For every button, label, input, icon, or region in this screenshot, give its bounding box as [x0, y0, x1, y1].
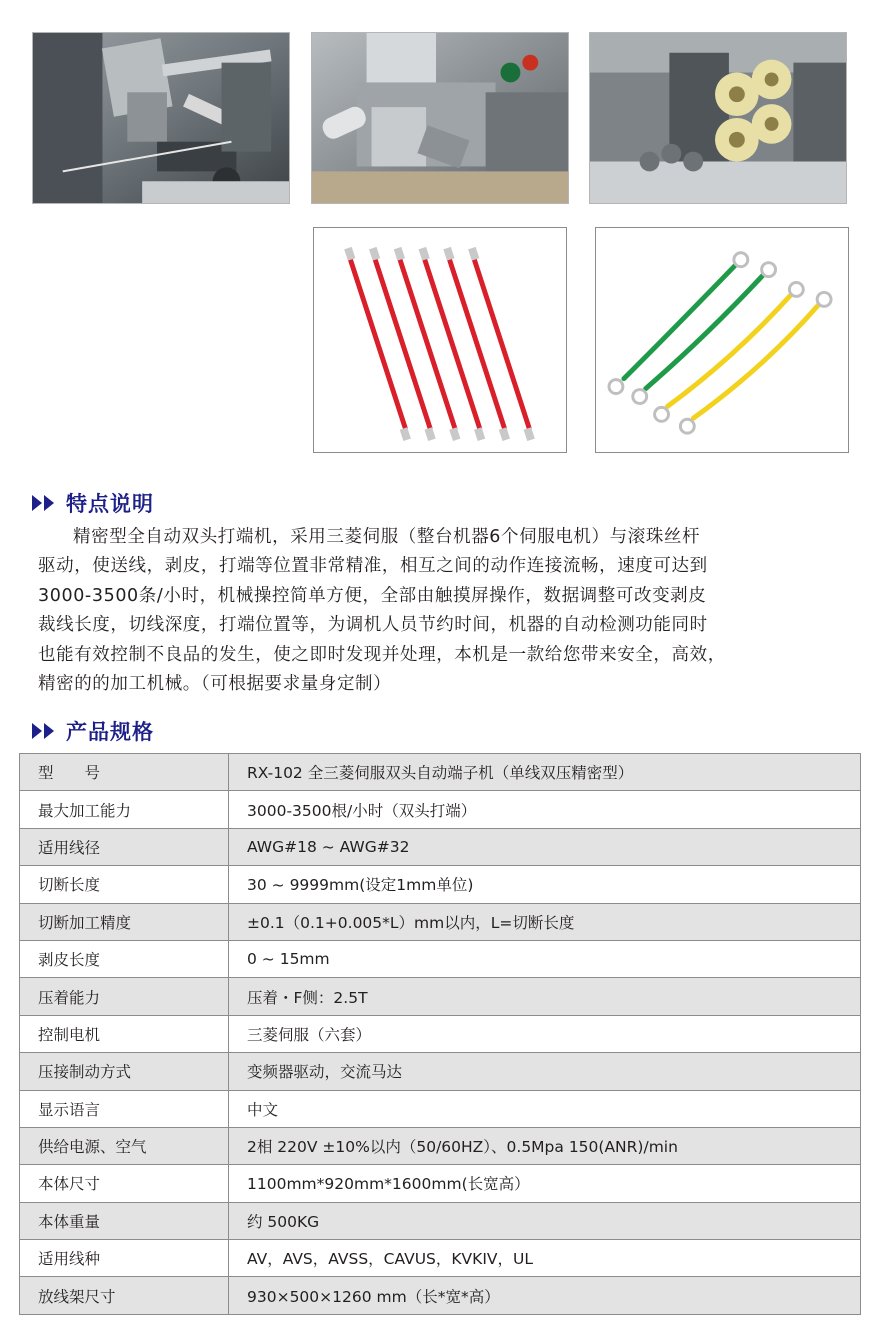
specs-table	[19, 753, 861, 1315]
features-description	[38, 523, 858, 699]
double-arrow-icon	[32, 723, 56, 739]
desc-line: 裁线长度，切线深度，打端位置等，为调机人员节约时间，机器的自动检测功能同时	[38, 615, 708, 636]
spec-value: 0 ~ 15mm	[229, 940, 861, 977]
spec-label: 切断长度	[20, 866, 229, 903]
spec-label: 压接制动方式	[20, 1053, 229, 1090]
table-row	[20, 903, 861, 940]
spec-label: 剥皮长度	[20, 940, 229, 977]
desc-line: 也能有效控制不良品的发生，使之即时发现并处理，本机是一款给您带来安全，高效，	[38, 644, 726, 665]
specs-title: 产品规格	[66, 720, 154, 744]
spec-label: 适用线径	[20, 828, 229, 865]
table-row	[20, 978, 861, 1015]
spec-value: 中文	[229, 1090, 861, 1127]
spec-label: 本体重量	[20, 1202, 229, 1239]
machine-feed-rollers-photo	[589, 32, 847, 204]
table-row	[20, 1090, 861, 1127]
table-row	[20, 828, 861, 865]
features-heading	[32, 488, 154, 518]
spec-value: 约 500KG	[229, 1202, 861, 1239]
spec-label: 切断加工精度	[20, 903, 229, 940]
spec-value: 压着・F侧：2.5T	[229, 978, 861, 1015]
spec-label: 控制电机	[20, 1015, 229, 1052]
spec-value: 2相 220V ±10%以内（50/60HZ）、0.5Mpa 150(ANR)/min	[229, 1127, 861, 1164]
spec-value: 3000-3500根/小时（双头打端）	[229, 791, 861, 828]
spec-value: 30 ~ 9999mm(设定1mm单位)	[229, 866, 861, 903]
spec-value: ±0.1（0.1+0.005*L）mm以内，L=切断长度	[229, 903, 861, 940]
spec-value: AV，AVS，AVSS，CAVUS，KVKIV，UL	[229, 1240, 861, 1277]
spec-value: 930×500×1260 mm（长*宽*高）	[229, 1277, 861, 1314]
table-row	[20, 866, 861, 903]
table-row	[20, 1277, 861, 1314]
table-row	[20, 754, 861, 791]
spec-value: RX-102 全三菱伺服双头自动端子机（单线双压精密型）	[229, 754, 861, 791]
spec-label: 压着能力	[20, 978, 229, 1015]
desc-line: 精密的的加工机械。（可根据要求量身定制）	[38, 674, 392, 695]
spec-label: 最大加工能力	[20, 791, 229, 828]
machine-clamp-photo	[32, 32, 290, 204]
spec-label: 适用线种	[20, 1240, 229, 1277]
table-row	[20, 1165, 861, 1202]
features-title: 特点说明	[66, 492, 154, 516]
table-row	[20, 791, 861, 828]
spec-value: 三菱伺服（六套）	[229, 1015, 861, 1052]
spec-label: 本体尺寸	[20, 1165, 229, 1202]
specs-heading	[32, 716, 154, 746]
spec-label: 供给电源、空气	[20, 1127, 229, 1164]
table-row	[20, 1053, 861, 1090]
table-row	[20, 940, 861, 977]
spec-value: 1100mm*920mm*1600mm(长宽高）	[229, 1165, 861, 1202]
table-row	[20, 1127, 861, 1164]
double-arrow-icon	[32, 495, 56, 511]
ground-wire-samples-photo	[595, 227, 849, 453]
spec-value: AWG#18 ~ AWG#32	[229, 828, 861, 865]
spec-value: 变频器驱动，交流马达	[229, 1053, 861, 1090]
desc-line: 3000-3500条/小时，机械操控简单方便，全部由触摸屏操作，数据调整可改变剥皮	[38, 585, 707, 606]
red-wire-samples-photo	[313, 227, 567, 453]
table-row	[20, 1202, 861, 1239]
table-row	[20, 1240, 861, 1277]
table-row	[20, 1015, 861, 1052]
desc-line: 精密型全自动双头打端机，采用三菱伺服（整台机器6个伺服电机）与滚珠丝杆	[73, 527, 701, 547]
spec-label: 型 号	[20, 754, 229, 791]
machine-crimp-photo	[311, 32, 569, 204]
spec-label: 显示语言	[20, 1090, 229, 1127]
desc-line: 驱动，使送线，剥皮，打端等位置非常精准，相互之间的动作连接流畅，速度可达到	[38, 556, 708, 577]
spec-label: 放线架尺寸	[20, 1277, 229, 1314]
